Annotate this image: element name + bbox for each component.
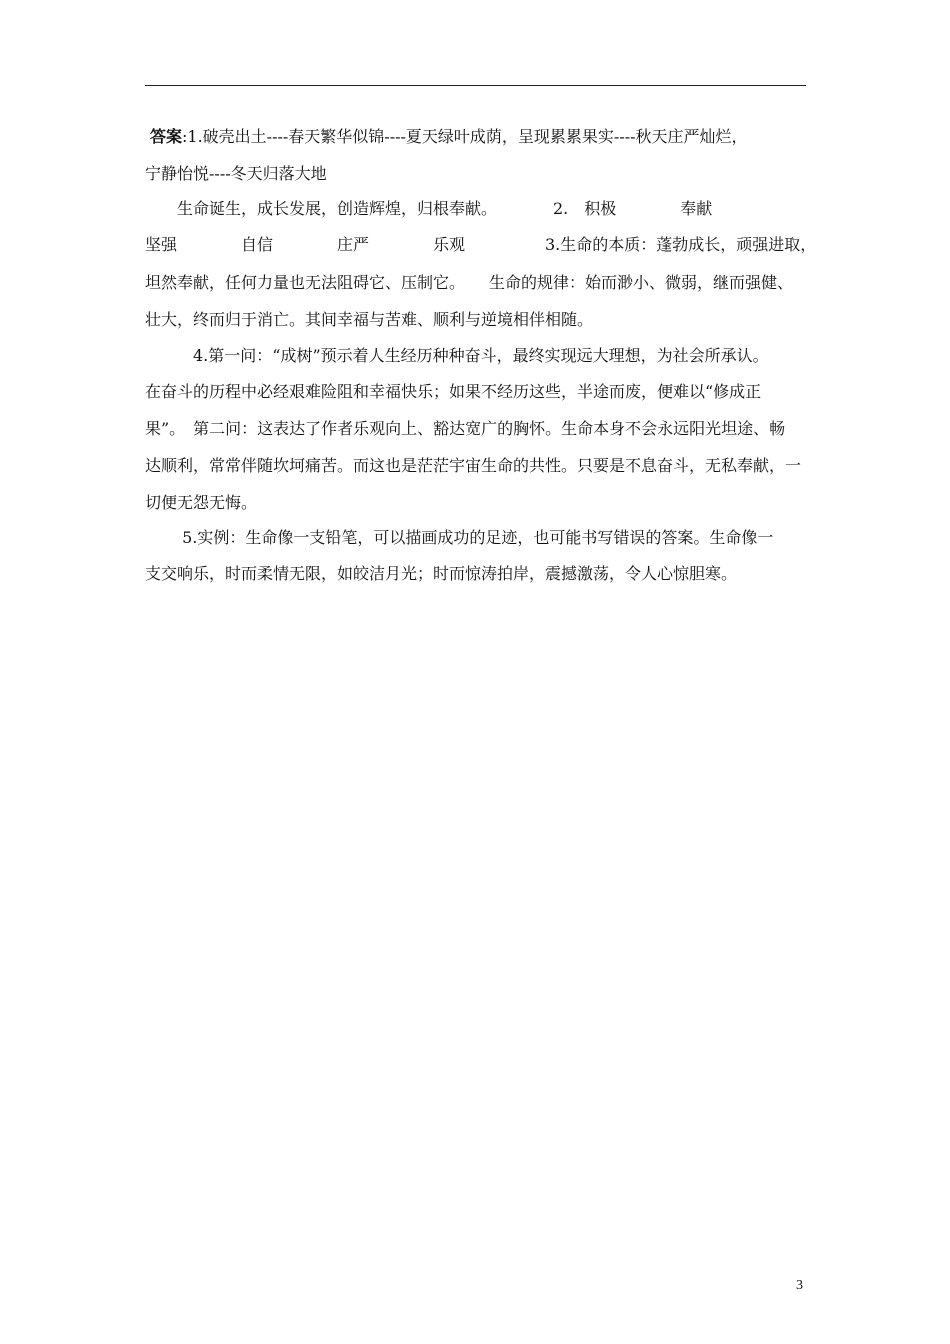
answer-line-11: 切便无怨无悔。 (145, 493, 258, 512)
page-number: 3 (796, 1278, 803, 1293)
answer-line-5: 坦然奉献，任何力量也无法阻碍它、压制它。 生命的规律：始而渺小、微弱，继而强健、 (145, 273, 794, 292)
answer-label: 答案 (150, 127, 183, 146)
answer-line-12: 5.实例：生命像一支铅笔，可以描画成功的足迹，也可能书写错误的答案。生命像一 (145, 528, 774, 547)
answer-line-6: 壮大，终而归于消亡。其间幸福与苦难、顺利与逆境相伴相随。 (145, 310, 594, 329)
answer-line-7: 4.第一问：“成树”预示着人生经历种种奋斗，最终实现远大理想，为社会所承认。 (145, 346, 769, 365)
answer-line-3: 生命诞生，成长发展，创造辉煌，归根奉献。 2. 积极 奉献 (145, 199, 713, 218)
answer-line-13: 支交响乐，时而柔情无限，如皎洁月光；时而惊涛拍岸，震撼激荡，令人心惊胆寒。 (145, 564, 738, 583)
answer-line-8: 在奋斗的历程中必经艰难险阻和幸福快乐；如果不经历这些，半途而废，便难以“修成正 (145, 382, 762, 401)
answer-line-9: 果”。 第二问：这表达了作者乐观向上、豁达宽广的胸怀。生命本身不会永远阳光坦途、畅 (145, 419, 786, 438)
header-rule (145, 85, 806, 86)
answer-line-2: 宁静怡悦----冬天归落大地 (145, 164, 327, 183)
answer-line-10: 达顺利，常常伴随坎坷痛苦。而这也是茫茫宇宙生命的共性。只要是不息奋斗，无私奉献，一 (145, 456, 802, 475)
answer-line-4: 坚强 自信 庄严 乐观 3.生命的本质：蓬勃成长，顽强进取， (145, 235, 817, 254)
answer-line-1: 答案:1.破壳出土----春天繁华似锦----夏天绿叶成荫，呈现累累果实----秋天庄严灿烂， (150, 127, 748, 146)
